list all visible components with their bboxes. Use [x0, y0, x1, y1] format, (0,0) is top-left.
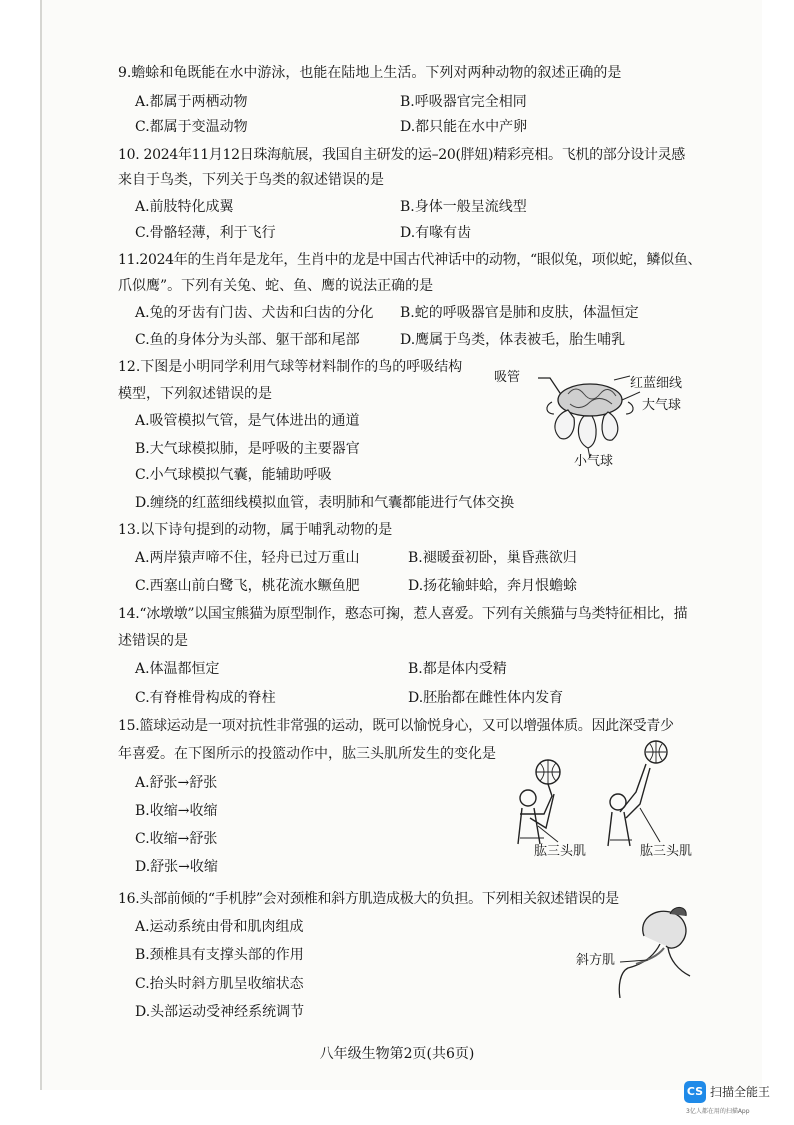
q12-stem-line2: 模型，下列叙述错误的是	[118, 386, 272, 402]
shooter-right-body	[608, 764, 650, 846]
q10-stem-line2: 来自于鸟类，下列关于鸟类的叙述错误的是	[118, 172, 384, 188]
q12-option-c: C.小气球模拟气囊，能辅助呼吸	[135, 467, 332, 483]
q12-option-a: A.吸管模拟气管，是气体进出的通道	[135, 413, 360, 429]
scanner-watermark	[684, 1080, 794, 1120]
q13-stem-line1: 13.以下诗句提到的动物，属于哺乳动物的是	[118, 522, 393, 538]
q9-stem-line1: 9.蟾蜍和龟既能在水中游泳，也能在陆地上生活。下列对两种动物的叙述正确的是	[118, 65, 622, 81]
q16-neck-muscle-figure	[574, 906, 704, 998]
page-footer: 八年级生物第2页(共6页)	[319, 1046, 475, 1062]
q12-label-straw: 吸管	[494, 370, 521, 385]
q9-option-d: D.都只能在水中产卵	[400, 119, 528, 135]
camscanner-logo-icon: CS	[684, 1081, 706, 1103]
q16-option-b: B.颈椎具有支撑头部的作用	[135, 947, 304, 963]
q11-stem-line1: 11.2024年的生肖年是龙年，生肖中的龙是中国古代神话中的动物，“眼似兔，项似蛇，鳞似鱼、	[118, 252, 702, 268]
q11-option-b: B.蛇的呼吸器官是肺和皮肤，体温恒定	[400, 305, 639, 321]
q15-option-c: C.收缩→舒张	[135, 831, 218, 847]
q12-stem-line1: 12.下图是小明同学利用气球等材料制作的鸟的呼吸结构	[118, 359, 463, 375]
q13-option-b: B.褪暖蚕初卧，巢昏燕欲归	[408, 550, 577, 566]
q15-stem-line2: 年喜爱。在下图所示的投篮动作中，肱三头肌所发生的变化是	[118, 746, 496, 762]
q15-stem-line1: 15.篮球运动是一项对抗性非常强的运动，既可以愉悦身心，又可以增强体质。因此深受青少	[118, 718, 674, 734]
q10-option-b: B.身体一般呈流线型	[400, 199, 527, 215]
scanner-tagline: 3亿人都在用的扫描App	[686, 1108, 750, 1115]
straw-line	[538, 378, 562, 396]
q12-balloon-model-figure	[490, 362, 700, 472]
q13-option-a: A.两岸猿声啼不住，轻舟已过万重山	[135, 550, 360, 566]
small-balloon-left	[555, 410, 574, 439]
q15-label-triceps-left: 肱三头肌	[534, 844, 587, 859]
q15-option-d: D.舒张→收缩	[135, 859, 218, 875]
q14-option-d: D.胚胎都在雌性体内发育	[408, 690, 564, 706]
q12-label-big-balloon: 大气球	[642, 398, 682, 413]
q11-stem-line2: 爪似鹰”。下列有关兔、蛇、鱼、鹰的说法正确的是	[118, 278, 434, 294]
q10-option-c: C.骨骼轻薄，利于飞行	[135, 225, 276, 241]
q12-option-b: B.大气球模拟肺，是呼吸的主要器官	[135, 441, 360, 457]
shooter-left-head	[520, 790, 536, 806]
q12-label-small-balloon: 小气球	[574, 454, 614, 469]
q15-label-triceps-right: 肱三头肌	[640, 844, 693, 859]
q13-option-d: D.扬花输蚌蛤，奔月恨蟾蜍	[408, 578, 578, 594]
q14-stem-line2: 述错误的是	[118, 633, 188, 649]
q16-option-d: D.头部运动受神经系统调节	[135, 1004, 305, 1020]
q11-option-d: D.鹰属于鸟类，体表被毛，胎生哺乳	[400, 332, 626, 348]
q16-stem-line1: 16.头部前倾的“手机脖”会对颈椎和斜方肌造成极大的负担。下列相关叙述错误的是	[118, 891, 619, 907]
q12-label-thread: 红蓝细线	[630, 376, 683, 391]
q10-stem-line1: 10. 2024年11月12日珠海航展，我国自主研发的运–20(胖妞)精彩亮相。飞机的部分设计灵感	[118, 147, 686, 163]
q16-option-a: A.运动系统由骨和肌肉组成	[135, 919, 304, 935]
q9-option-a: A.都属于两栖动物	[135, 94, 248, 110]
q9-option-c: C.都属于变温动物	[135, 119, 248, 135]
q16-label-trapezius: 斜方肌	[576, 953, 616, 968]
q15-basketball-shot-figure	[500, 738, 710, 864]
small-balloon-right	[602, 412, 618, 440]
q15-option-a: A.舒张→舒张	[135, 775, 218, 791]
q10-option-d: D.有喙有齿	[400, 225, 472, 241]
q10-option-a: A.前肢特化成翼	[135, 199, 234, 215]
scanner-app-name: 扫描全能王	[710, 1085, 771, 1099]
q15-option-b: B.收缩→收缩	[135, 803, 218, 819]
small-balloon-mid	[578, 416, 596, 448]
head-outline	[643, 911, 686, 948]
q14-option-b: B.都是体内受精	[408, 661, 507, 677]
q14-option-c: C.有脊椎骨构成的脊柱	[135, 690, 276, 706]
q11-option-c: C.鱼的身体分为头部、躯干部和尾部	[135, 332, 360, 348]
q11-option-a: A.兔的牙齿有门齿、犬齿和臼齿的分化	[135, 305, 374, 321]
q14-stem-line1: 14.“冰墩墩”以国宝熊猫为原型制作，憨态可掬，惹人喜爱。下列有关熊猫与鸟类特征相比，描	[118, 606, 688, 622]
q13-option-c: C.西塞山前白鹭飞，桃花流水鳜鱼肥	[135, 578, 360, 594]
trapezius	[636, 948, 664, 964]
q16-option-c: C.抬头时斜方肌呈收缩状态	[135, 976, 304, 992]
q12-option-d: D.缠绕的红蓝细线模拟血管，表明肺和气囊都能进行气体交换	[135, 495, 515, 511]
q14-option-a: A.体温都恒定	[135, 661, 220, 677]
neck-shoulder	[619, 944, 690, 998]
q9-option-b: B.呼吸器官完全相同	[400, 94, 527, 110]
